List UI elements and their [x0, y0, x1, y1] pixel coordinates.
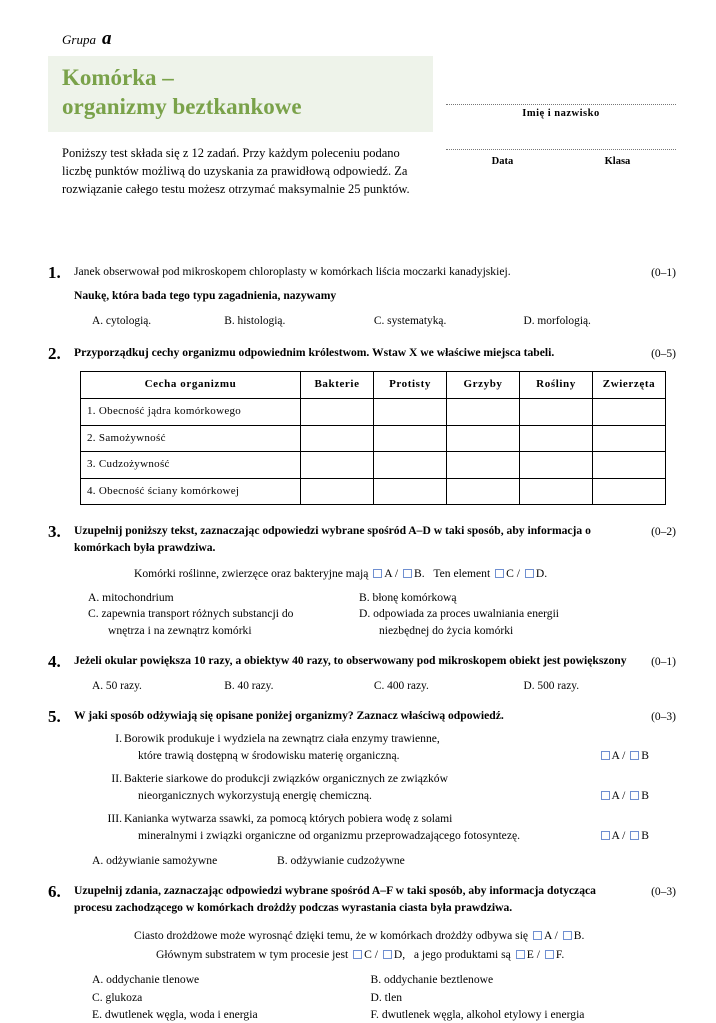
table-cell[interactable] [593, 452, 666, 479]
question-5-item-3-choice-a[interactable]: A / [611, 828, 626, 842]
question-6 [48, 883, 676, 1023]
question-6-choice-a[interactable]: A / [543, 929, 558, 943]
checkbox-b-icon[interactable] [563, 931, 572, 940]
table-cell[interactable] [374, 452, 447, 479]
question-5-item-2-choice-a[interactable]: A / [611, 788, 626, 802]
checkbox-b-icon[interactable] [630, 791, 639, 800]
name-label: Imię i nazwisko [522, 108, 600, 119]
question-1-option-c[interactable]: C. systematyką. [373, 314, 447, 327]
table-row [81, 425, 666, 452]
question-1 [48, 264, 676, 329]
table-cell[interactable] [374, 399, 447, 426]
question-6-option-f[interactable]: F. dwutlenek węgla, alkohol etylowy i energia [370, 1008, 585, 1022]
question-3-option-b[interactable]: B. błonę komórkową [359, 590, 457, 604]
question-5-item-1-line-1: Borowik produkuje i wydziela na zewnątrz ciała enzymy trawienne, [124, 732, 440, 746]
question-5-item-2-line-2: nieorganicznych wykorzystują energię chemiczną. [138, 788, 372, 802]
title-band [48, 56, 433, 132]
question-5-item-1-choice-a[interactable]: A / [611, 748, 626, 762]
question-4-option-a[interactable]: A. 50 razy. [92, 679, 142, 692]
checkbox-a-icon[interactable] [601, 791, 610, 800]
question-6-points: (0–3) [651, 886, 676, 899]
question-2-number: 2. [48, 343, 61, 363]
date-class-input-line[interactable] [446, 137, 676, 150]
table-cell[interactable] [593, 478, 666, 505]
question-5-option-b[interactable]: B. odżywianie cudzożywne [277, 854, 405, 867]
question-6-choice-e[interactable]: E / [526, 947, 540, 961]
question-3 [48, 523, 676, 639]
question-5-item-2-line-1: Bakterie siarkowe do produkcji związków organicznych ze związków [124, 772, 448, 786]
table-cell[interactable] [593, 425, 666, 452]
question-5-item-1 [74, 731, 649, 764]
checkbox-f-icon[interactable] [545, 950, 554, 959]
question-5 [48, 708, 676, 870]
question-4-option-d[interactable]: D. 500 razy. [523, 679, 580, 692]
question-5-stem: W jaki sposób odżywiają się opisane poniżej organizmy? Zaznacz właściwą odpowiedź. [74, 708, 504, 722]
question-3-number: 3. [48, 522, 61, 542]
question-1-points: (0–1) [651, 266, 676, 279]
checkbox-a-icon[interactable] [601, 831, 610, 840]
question-1-option-a[interactable]: A. cytologią. [92, 314, 152, 327]
table-row-label-3: 4. Obecność ściany komórkowej [81, 478, 301, 505]
question-3-option-c[interactable]: C. zapewnia transport różnych substancji do [88, 607, 294, 621]
question-1-number: 1. [48, 262, 61, 282]
question-4-answers [74, 678, 649, 694]
checkbox-a-icon[interactable] [533, 931, 542, 940]
question-5-options [74, 853, 676, 869]
group-letter: a [101, 28, 112, 49]
checkbox-b-icon[interactable] [630, 831, 639, 840]
table-cell[interactable] [374, 478, 447, 505]
question-6-choice-f[interactable]: F. [555, 947, 565, 961]
question-5-number: 5. [48, 706, 61, 726]
question-5-item-3-choice-b[interactable]: B [641, 828, 649, 842]
question-3-option-d-cont: niezbędnej do życia komórki [379, 623, 514, 637]
question-5-item-1-choice-b[interactable]: B [641, 748, 649, 762]
organism-features-table [80, 371, 666, 505]
table-header-cell-3: Grzyby [447, 372, 520, 399]
question-4-stem: Jeżeli okular powiększa 10 razy, a obiektyw 40 razy, to obserwowany pod mikroskopem obiekt jest powiększony [74, 654, 627, 668]
group-line [62, 28, 676, 50]
question-5-item-3-roman: III. [107, 812, 122, 826]
table-cell[interactable] [447, 399, 520, 426]
question-3-options [74, 590, 644, 639]
question-4 [48, 653, 676, 694]
question-6-choice-b[interactable]: B. [573, 929, 585, 943]
title-line-2: organizmy beztkankowe [62, 93, 302, 119]
table-header-row [81, 372, 666, 399]
question-5-item-3-line-1: Kanianka wytwarza ssawki, za pomocą których pobiera wodę z solami [124, 812, 453, 826]
date-label: Data [491, 156, 514, 167]
question-6-fill-text-3: a jego produktami są [413, 947, 511, 961]
table-cell[interactable] [520, 425, 593, 452]
question-4-number: 4. [48, 652, 61, 672]
question-6-fill-line-2 [74, 947, 649, 963]
question-1-subprompt: Naukę, która bada tego typu zagadnienia, nazywamy [74, 289, 337, 303]
question-6-option-d[interactable]: D. tlen [370, 990, 403, 1004]
question-3-choice-a[interactable]: A / [384, 567, 399, 581]
question-5-item-2 [74, 771, 649, 804]
table-header-cell-0: Cecha organizmu [81, 372, 301, 399]
question-3-fill-text-1: Komórki roślinne, zwierzęce oraz bakteryjne mają [134, 567, 369, 581]
table-cell[interactable] [301, 478, 374, 505]
question-2 [48, 345, 676, 506]
question-1-option-d[interactable]: D. morfologią. [523, 314, 591, 327]
table-row-label-0: 1. Obecność jądra komórkowego [81, 399, 301, 426]
question-5-item-2-choice-b[interactable]: B [641, 788, 649, 802]
table-row [81, 452, 666, 479]
question-6-number: 6. [48, 882, 61, 902]
question-6-option-c[interactable]: C. glukoza [92, 990, 143, 1004]
question-1-stem: Janek obserwował pod mikroskopem chloroplasty w komórkach liścia moczarki kanadyjskiej. [74, 264, 511, 278]
table-cell[interactable] [301, 452, 374, 479]
table-cell[interactable] [520, 478, 593, 505]
checkbox-b-icon[interactable] [630, 751, 639, 760]
question-5-item-1-line-2: które trawią dostępną w środowisku materię organiczną. [138, 748, 400, 762]
question-3-choice-d[interactable]: D. [535, 567, 548, 581]
question-3-choice-c[interactable]: C / [506, 567, 520, 581]
title-line-1: Komórka – [62, 65, 174, 90]
question-6-choice-c[interactable]: C / [364, 947, 378, 961]
question-4-points: (0–1) [651, 656, 676, 669]
question-3-option-d[interactable]: D. odpowiada za proces uwalniania energii [359, 607, 560, 621]
intro-text: Poniższy test składa się z 12 zadań. Przy każdym poleceniu podano liczbę punktów możliwą do uzyskania za prawidłową odpowiedź. Za rozwiązanie całego testu możesz otrzymać maksymalnie 25 punktów. [62, 145, 410, 196]
table-row-label-2: 3. Cudzożywność [81, 452, 301, 479]
question-5-item-1-roman: I. [115, 732, 122, 746]
question-6-option-b[interactable]: B. oddychanie beztlenowe [370, 973, 494, 987]
table-header-cell-2: Protisty [374, 372, 447, 399]
question-6-fill-text-1: Ciasto drożdżowe może wyrosnąć dzięki temu, że w komórkach drożdży odbywa się [134, 929, 529, 943]
question-6-option-e[interactable]: E. dwutlenek węgla, woda i energia [92, 1008, 258, 1022]
table-cell[interactable] [520, 452, 593, 479]
checkbox-a-icon[interactable] [601, 751, 610, 760]
question-5-option-a[interactable]: A. odżywianie samożywne [92, 854, 218, 867]
table-cell[interactable] [593, 399, 666, 426]
question-3-stem: Uzupełnij poniższy tekst, zaznaczając odpowiedzi wybrane spośród A–D w taki sposób, aby informacja o komórkach była prawdziwa. [74, 524, 591, 554]
table-cell[interactable] [447, 452, 520, 479]
question-6-choice-d[interactable]: D, [393, 947, 406, 961]
class-label: Klasa [604, 156, 631, 167]
checkbox-c-icon[interactable] [495, 569, 504, 578]
question-3-option-c-cont: wnętrza i na zewnątrz komórki [108, 623, 252, 637]
question-3-option-a[interactable]: A. mitochondrium [88, 590, 174, 604]
question-5-item-3-choices [599, 828, 650, 844]
question-6-stem: Uzupełnij zdania, zaznaczając odpowiedzi wybrane spośród A–F w taki sposób, aby informacja dotycząca procesu zachodzącego w komórkach drożdży podczas wyrastania ciasta była prawdziwa. [74, 884, 596, 914]
question-6-options [74, 971, 649, 1023]
table-row [81, 478, 666, 505]
checkbox-e-icon[interactable] [516, 950, 525, 959]
table-cell[interactable] [447, 478, 520, 505]
checkbox-c-icon[interactable] [353, 950, 362, 959]
table-row-label-1: 2. Samożywność [81, 425, 301, 452]
question-3-points: (0–2) [651, 526, 676, 539]
name-field-block [446, 92, 676, 119]
question-6-fill-text-2: Głównym substratem w tym procesie jest [156, 947, 349, 961]
question-5-item-2-choices [599, 788, 650, 804]
question-5-item-1-choices [599, 748, 650, 764]
checkbox-d-icon[interactable] [525, 569, 534, 578]
table-header-cell-1: Bakterie [301, 372, 374, 399]
table-cell[interactable] [301, 425, 374, 452]
table-cell[interactable] [301, 399, 374, 426]
table-cell[interactable] [447, 425, 520, 452]
question-1-option-b[interactable]: B. histologią. [224, 314, 286, 327]
question-2-points: (0–5) [651, 347, 676, 360]
question-5-item-3-line-2: mineralnymi i związki organiczne od organizmu przeprowadzającego fotosyntezę. [138, 828, 521, 842]
question-5-item-3 [74, 811, 649, 844]
checkbox-b-icon[interactable] [403, 569, 412, 578]
question-6-option-a[interactable]: A. oddychanie tlenowe [92, 973, 200, 987]
question-4-option-c[interactable]: C. 400 razy. [373, 679, 429, 692]
question-3-fill-line [74, 566, 649, 582]
table-cell[interactable] [374, 425, 447, 452]
question-5-points: (0–3) [651, 710, 676, 723]
checkbox-d-icon[interactable] [383, 950, 392, 959]
question-1-answers [74, 313, 649, 329]
question-3-choice-b[interactable]: B. [414, 567, 425, 581]
question-3-fill-text-2: Ten element [433, 567, 491, 581]
name-input-line[interactable] [446, 92, 676, 105]
table-header-cell-5: Zwierzęta [593, 372, 666, 399]
question-2-stem: Przyporządkuj cechy organizmu odpowiednim królestwom. Wstaw X we właściwe miejsca tabeli. [74, 345, 555, 359]
question-5-item-2-roman: II. [111, 772, 122, 786]
table-header-cell-4: Rośliny [520, 372, 593, 399]
question-6-fill-line-1 [74, 928, 649, 944]
group-label: Grupa [62, 32, 96, 47]
question-4-option-b[interactable]: B. 40 razy. [224, 679, 274, 692]
checkbox-a-icon[interactable] [373, 569, 382, 578]
table-cell[interactable] [520, 399, 593, 426]
table-row [81, 399, 666, 426]
date-class-block [446, 137, 676, 167]
